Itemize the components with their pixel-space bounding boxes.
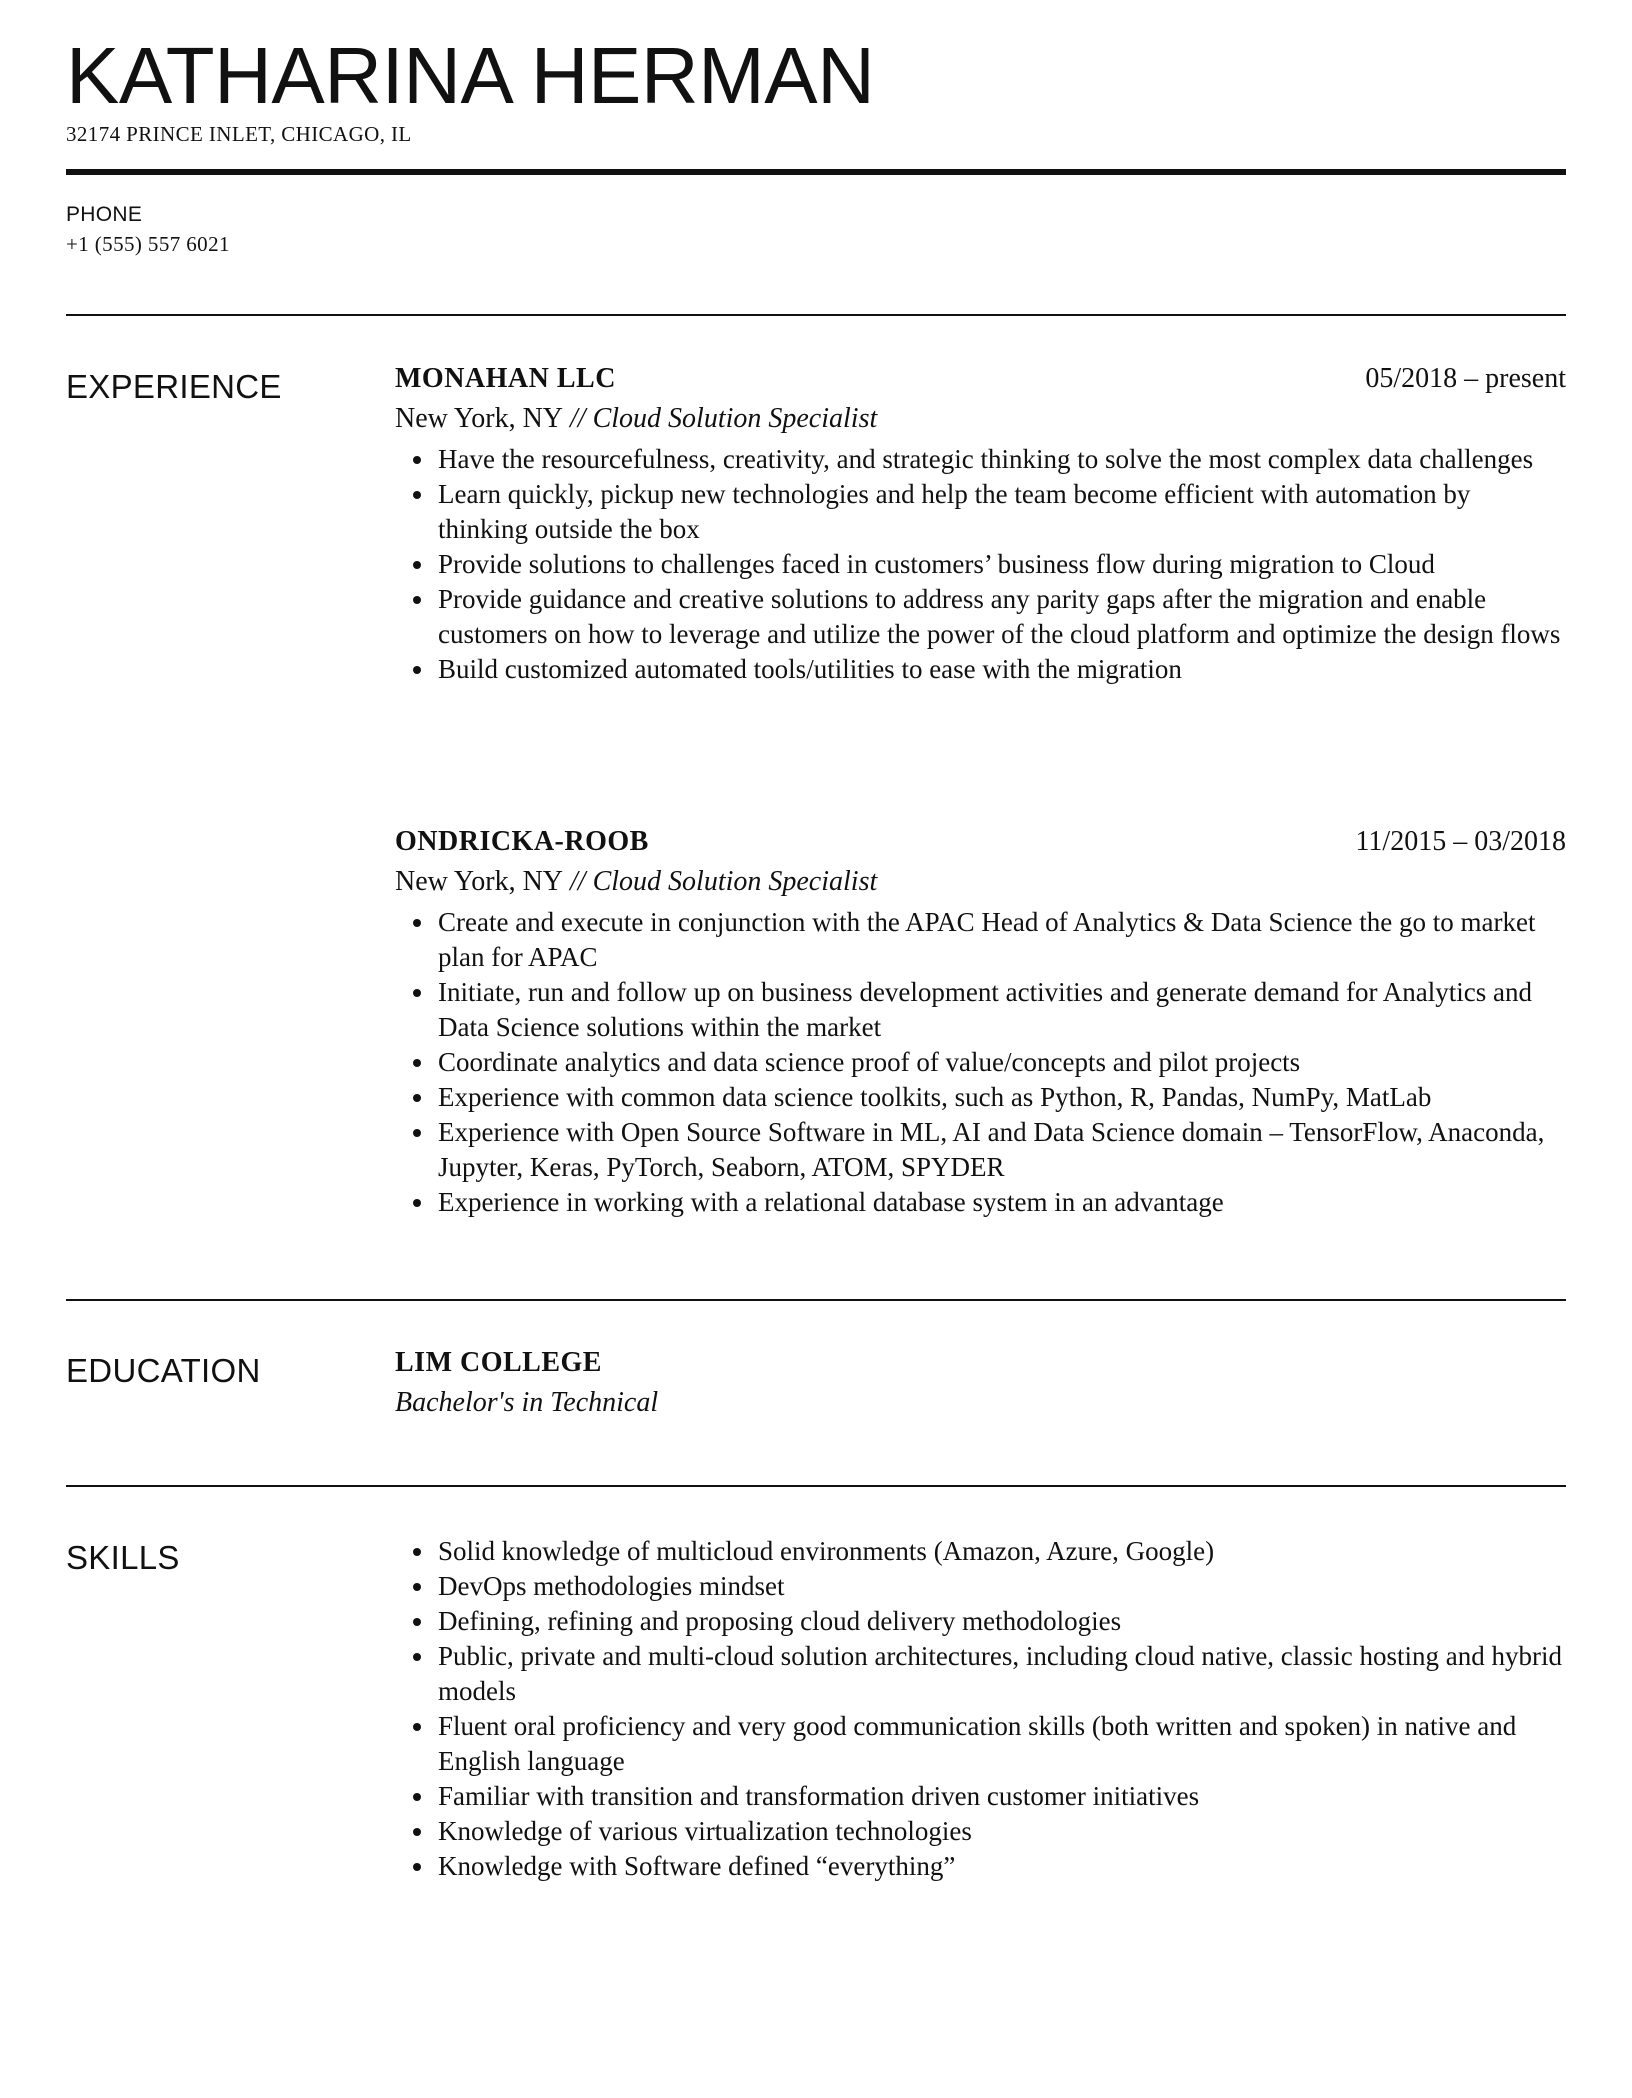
section-divider (66, 1299, 1566, 1301)
list-item: Coordinate analytics and data science proof of value/concepts and pilot projects (395, 1045, 1566, 1080)
school-name: LIM COLLEGE (395, 1347, 602, 1378)
education-heading: EDUCATION (66, 1352, 261, 1389)
job-location-role (395, 401, 1566, 442)
list-item: Experience with common data science toolkits, such as Python, R, Pandas, NumPy, MatLab (395, 1080, 1566, 1115)
education-entry (395, 1345, 1566, 1426)
skills-list-wrap (395, 1534, 1566, 1884)
list-item: Experience with Open Source Software in ML, AI and Data Science domain – TensorFlow, Anaconda, Jupyter, Keras, PyTorch, Seaborn, ATOM, SPYDER (395, 1115, 1566, 1185)
phone-number: +1 (555) 557 6021 (66, 232, 230, 256)
section-divider (66, 314, 1566, 316)
job-bullets (395, 442, 1566, 687)
job-separator: // (563, 403, 593, 434)
list-item: Familiar with transition and transformation driven customer initiatives (395, 1779, 1566, 1814)
list-item: Knowledge of various virtualization technologies (395, 1814, 1566, 1849)
list-item: Create and execute in conjunction with the APAC Head of Analytics & Data Science the go to market plan for APAC (395, 905, 1566, 975)
job-ondricka-roob (395, 824, 1566, 1220)
list-item: DevOps methodologies mindset (395, 1569, 1566, 1604)
list-item: Learn quickly, pickup new technologies and help the team become efficient with automation by thinking outside the box (395, 477, 1566, 547)
list-item: Provide guidance and creative solutions to address any parity gaps after the migration and enable customers on how to leverage and utilize the power of the cloud platform and optimize the design flows (395, 582, 1566, 652)
list-item: Fluent oral proficiency and very good communication skills (both written and spoken) in native and English language (395, 1709, 1566, 1779)
candidate-name: KATHARINA HERMAN (66, 31, 875, 120)
job-location-role (395, 864, 1566, 905)
degree: Bachelor's in Technical (395, 1387, 659, 1418)
section-divider (66, 1485, 1566, 1487)
list-item: Solid knowledge of multicloud environments (Amazon, Azure, Google) (395, 1534, 1566, 1569)
list-item: Provide solutions to challenges faced in customers’ business flow during migration to Cloud (395, 547, 1566, 582)
job-location: New York, NY (395, 866, 564, 897)
list-item: Experience in working with a relational database system in an advantage (395, 1185, 1566, 1220)
list-item: Build customized automated tools/utilities to ease with the migration (395, 652, 1566, 687)
job-separator: // (563, 866, 593, 897)
job-location: New York, NY (395, 403, 564, 434)
header-divider (66, 169, 1566, 175)
job-role: Cloud Solution Specialist (592, 866, 878, 897)
job-bullets (395, 905, 1566, 1220)
list-item: Public, private and multi-cloud solution architectures, including cloud native, classic hosting and hybrid models (395, 1639, 1566, 1709)
list-item: Defining, refining and proposing cloud delivery methodologies (395, 1604, 1566, 1639)
list-item: Initiate, run and follow up on business development activities and generate demand for Analytics and Data Science solutions within the market (395, 975, 1566, 1045)
skills-heading: SKILLS (66, 1539, 180, 1576)
job-dates: 11/2015 – 03/2018 (1355, 826, 1566, 857)
company-name: ONDRICKA-ROOB (395, 826, 649, 857)
experience-heading: EXPERIENCE (66, 368, 282, 405)
job-dates: 05/2018 – present (1365, 363, 1566, 394)
list-item: Knowledge with Software defined “everything” (395, 1849, 1566, 1884)
list-item: Have the resourcefulness, creativity, and strategic thinking to solve the most complex data challenges (395, 442, 1566, 477)
phone-label: PHONE (66, 203, 143, 226)
skills-list (395, 1534, 1566, 1884)
address: 32174 PRINCE INLET, CHICAGO, IL (66, 122, 412, 146)
company-name: MONAHAN LLC (395, 363, 616, 394)
job-role: Cloud Solution Specialist (592, 403, 878, 434)
job-monahan (395, 361, 1566, 687)
